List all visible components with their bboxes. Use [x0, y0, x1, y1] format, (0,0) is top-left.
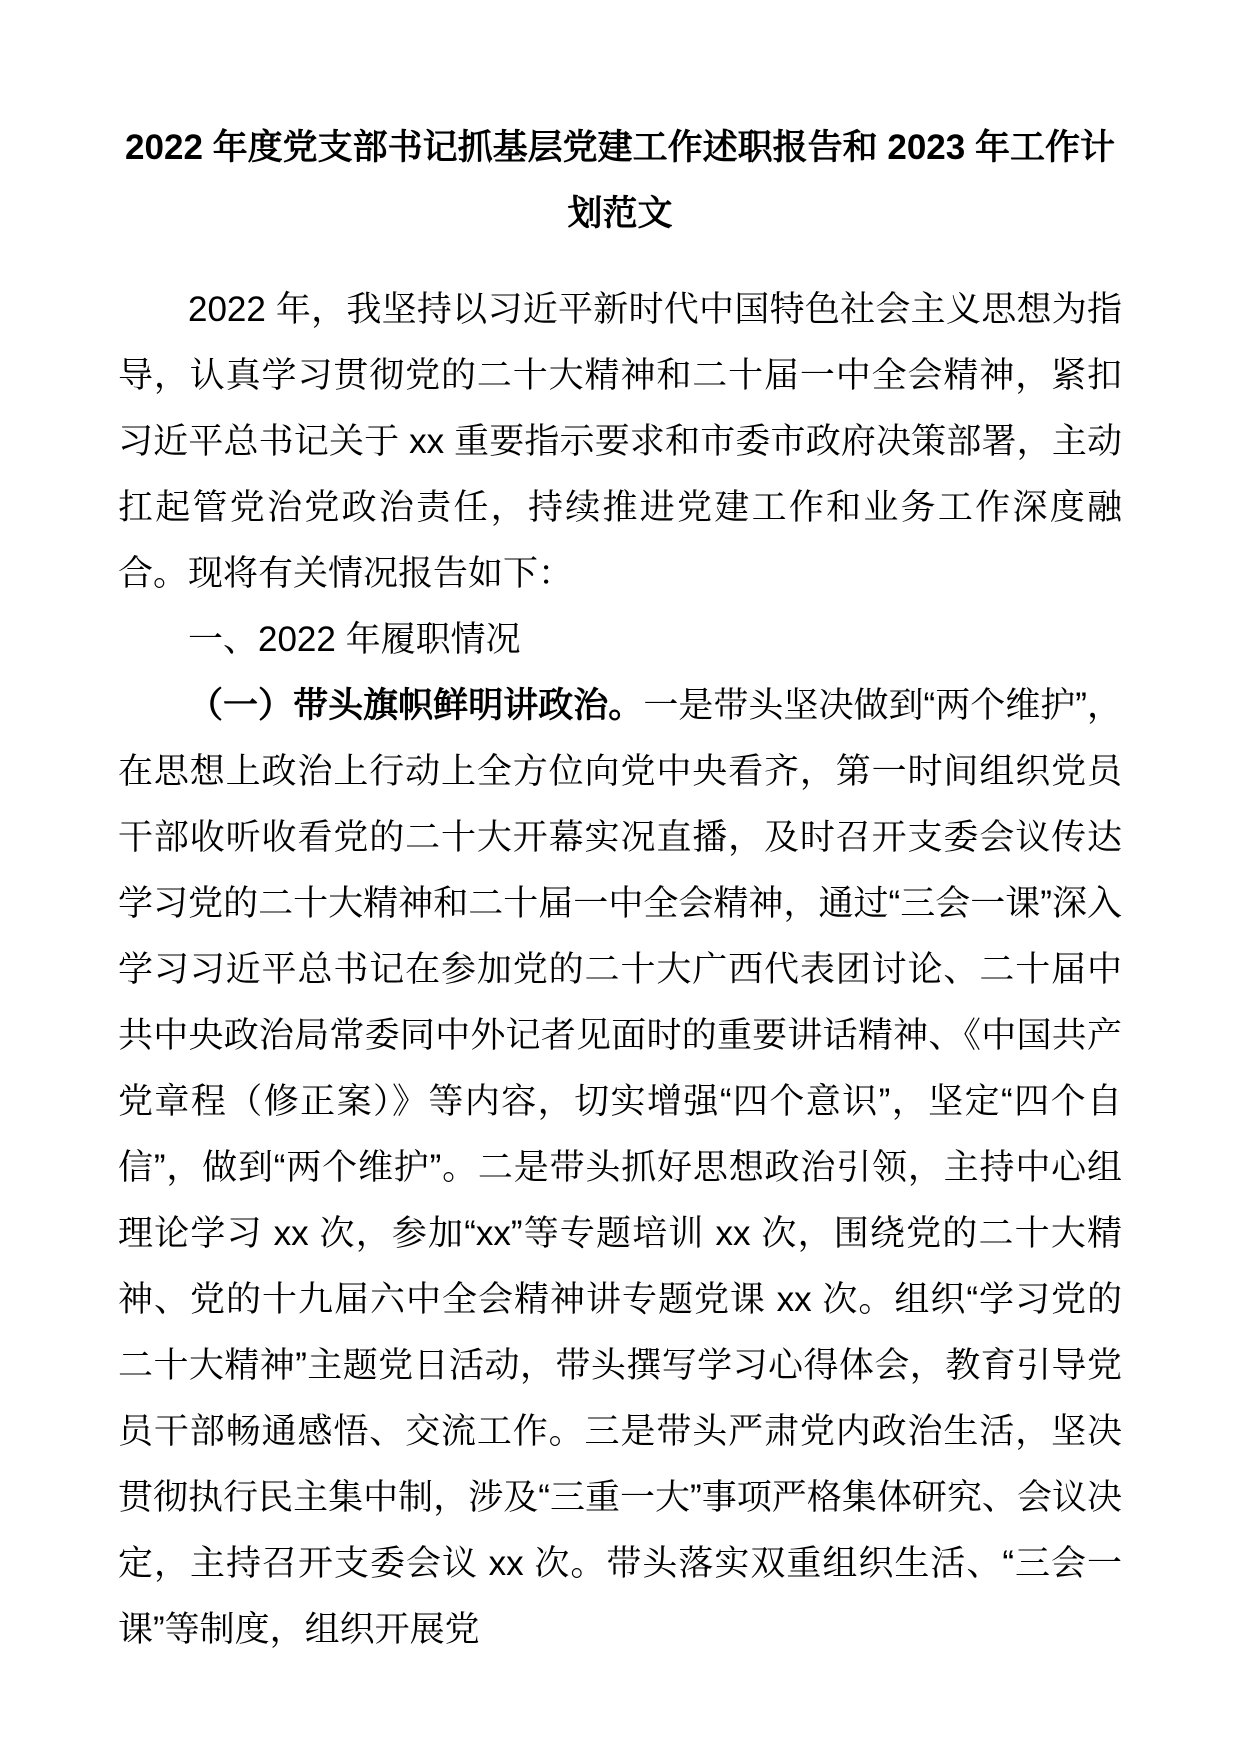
item-1-lead-bold: （一）带头旗帜鲜明讲政治。: [188, 686, 644, 725]
item-1-paragraph: [118, 673, 1122, 1663]
item-1-body-text: 一是带头坚决做到“两个维护”，在思想上政治上行动上全方位向党中央看齐，第一时间组织党员干部收听收看党的二十大开幕实况直播，及时召开支委会议传达学习党的二十大精神和二十届一中全会精神，通过“三会一课”深入学习习近平总书记在参加党的二十大广西代表团讨论、二十届中共中央政治局常委同中外记者见面时的重要讲话精神、《中国共产党章程（修正案）》等内容，切实增强“四个意识”，坚定“四个自信”，做到“两个维护”。二是带头抓好思想政治引领，主持中心组理论学习 xx 次，参加“xx”等专题培训 xx 次，围绕党的二十大精神、党的十九届六中全会精神讲专题党课 xx 次。组织“学习党的二十大精神”主题党日活动，带头撰写学习心得体会，教育引导党员干部畅通感悟、交流工作。三是带头严肃党内政治生活，坚决贯彻执行民主集中制，涉及“三重一大”事项严格集体研究、会议决定，主持召开支委会议 xx 次。带头落实双重组织生活、“三会一课”等制度，组织开展党: [118, 686, 1122, 1649]
intro-paragraph: 2022 年，我坚持以习近平新时代中国特色社会主义思想为指导，认真学习贯彻党的二十大精神和二十届一中全会精神，紧扣习近平总书记关于 xx 重要指示要求和市委市政府决策部署，主动扛起管党治党政治责任，持续推进党建工作和业务工作深度融合。现将有关情况报告如下：: [118, 290, 1122, 593]
document-title: 2022 年度党支部书记抓基层党建工作述职报告和 2023 年工作计划范文: [125, 128, 1115, 233]
section-1-heading: 一、2022 年履职情况: [188, 620, 521, 659]
